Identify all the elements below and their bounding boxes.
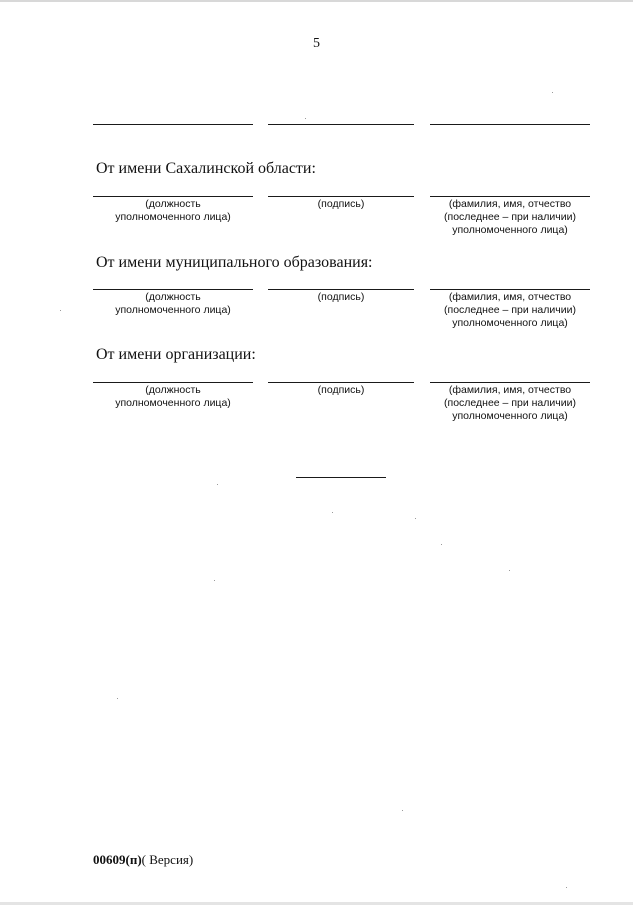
- scan-speck: [332, 512, 333, 513]
- caption-signature: (подпись): [317, 198, 365, 210]
- document-code: [93, 852, 193, 868]
- scan-speck: [60, 310, 61, 311]
- caption-signature: (подпись): [317, 291, 365, 303]
- scan-speck: [214, 580, 215, 581]
- page-number: 5: [313, 36, 320, 51]
- section-heading-organization: От имени организации:: [96, 346, 256, 363]
- scan-top-edge: [0, 0, 633, 2]
- signature-line-position: [93, 289, 253, 290]
- scan-speck: [566, 887, 567, 888]
- caption-name: (фамилия, имя, отчество (последнее – при наличии) уполномоченного лица): [444, 198, 576, 236]
- scan-speck: [305, 118, 306, 119]
- top-line-position: [93, 124, 253, 125]
- signature-line-name: [430, 289, 590, 290]
- caption-position: (должность уполномоченного лица): [115, 291, 231, 316]
- scan-speck: [402, 810, 403, 811]
- signature-line-position: [93, 382, 253, 383]
- signature-line-signature: [268, 196, 414, 197]
- scan-speck: [552, 92, 553, 93]
- document-version: ( Версия): [141, 852, 194, 867]
- scan-speck: [415, 518, 416, 519]
- signature-line-name: [430, 196, 590, 197]
- scan-speck: [509, 570, 510, 571]
- scan-speck: [441, 544, 442, 545]
- top-line-signature: [268, 124, 414, 125]
- section-heading-municipality: От имени муниципального образования:: [96, 254, 373, 271]
- caption-name: (фамилия, имя, отчество (последнее – при наличии) уполномоченного лица): [444, 291, 576, 329]
- scan-speck: [117, 698, 118, 699]
- signature-line-signature: [268, 289, 414, 290]
- end-of-document-rule: [296, 477, 386, 478]
- caption-position: (должность уполномоченного лица): [115, 198, 231, 223]
- scan-speck: [217, 484, 218, 485]
- signature-line-name: [430, 382, 590, 383]
- caption-position: (должность уполномоченного лица): [115, 384, 231, 409]
- section-heading-sakhalin: От имени Сахалинской области:: [96, 160, 316, 177]
- caption-signature: (подпись): [317, 384, 365, 396]
- caption-name: (фамилия, имя, отчество (последнее – при наличии) уполномоченного лица): [444, 384, 576, 422]
- signature-line-position: [93, 196, 253, 197]
- signature-line-signature: [268, 382, 414, 383]
- top-line-name: [430, 124, 590, 125]
- document-code-number: 00609(п): [93, 852, 142, 867]
